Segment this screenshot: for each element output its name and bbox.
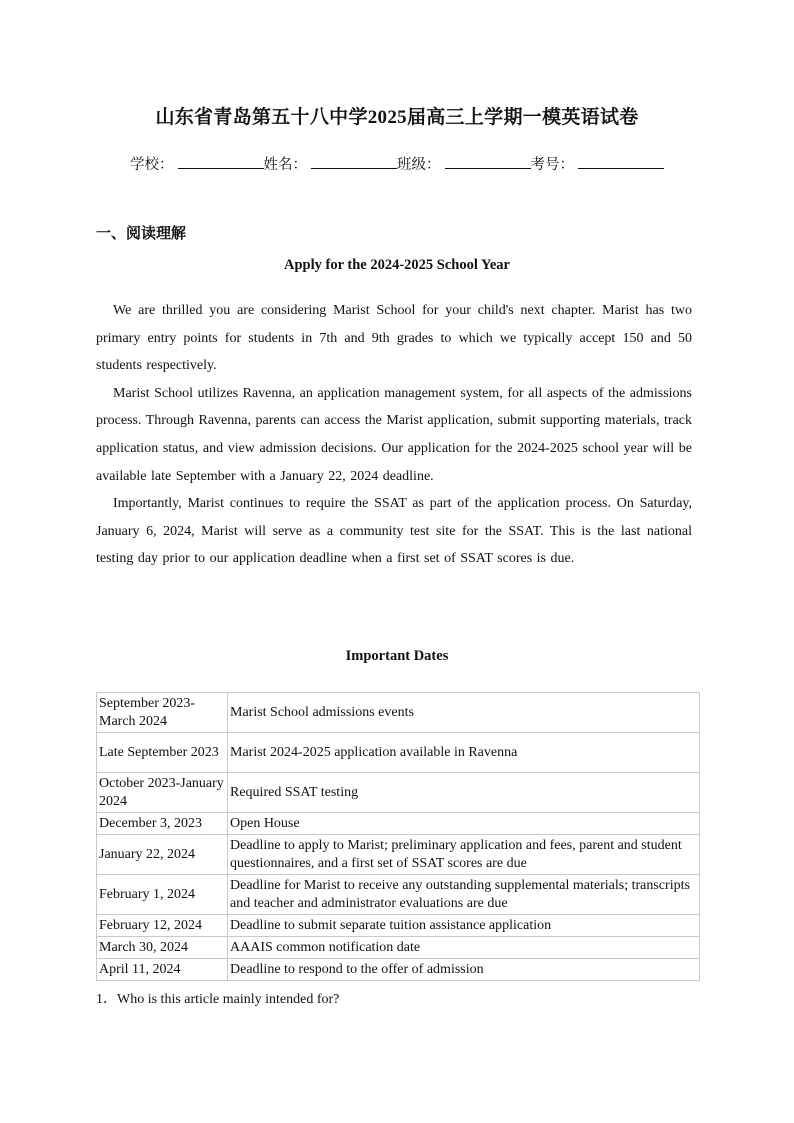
school-label: 学校：	[130, 157, 174, 173]
paragraph: Importantly, Marist continues to require the SSAT as part of the application process. On Saturday, January 6, 2024, Marist will serve as a community test site for the SSAT. This is the last national testing day prior to our application deadline when a first set of SSAT scores is due.	[96, 496, 692, 567]
paragraph: We are thrilled you are considering Marist School for your child's next chapter. Marist has two primary entry points for students in 7th and 9th grades to which we typically accept 150 and 50 students respectively.	[96, 303, 692, 374]
table-row	[97, 937, 700, 959]
event-cell: AAAIS common notification date	[228, 937, 700, 959]
table-row	[97, 835, 700, 875]
date-cell: September 2023-March 2024	[97, 693, 228, 733]
event-cell: Deadline for Marist to receive any outstanding supplemental materials; transcripts and teacher and administrator evaluations are due	[228, 875, 700, 915]
event-cell: Deadline to respond to the offer of admission	[228, 959, 700, 981]
class-label: 班级：	[397, 157, 441, 173]
table-row	[97, 813, 700, 835]
paragraph: Marist School utilizes Ravenna, an application management system, for all aspects of the admissions process. Through Ravenna, parents can access the Marist application, submit supporting materials, track application status, and view admission decisions. Our application for the 2024-2025 school year will be available late September with a January 22, 2024 deadline.	[96, 385, 692, 484]
question-1	[96, 988, 339, 1008]
name-field	[264, 153, 398, 174]
date-cell: March 30, 2024	[97, 937, 228, 959]
exam-number-blank[interactable]	[578, 156, 664, 169]
important-dates-table	[96, 692, 700, 981]
class-blank[interactable]	[445, 156, 531, 169]
date-cell: Late September 2023	[97, 733, 228, 773]
event-cell: Marist 2024-2025 application available in Ravenna	[228, 733, 700, 773]
question-number: 1．	[96, 992, 117, 1007]
dates-title: Important Dates	[345, 648, 449, 664]
date-cell: February 12, 2024	[97, 915, 228, 937]
table-row	[97, 915, 700, 937]
table-row	[97, 959, 700, 981]
date-cell: January 22, 2024	[97, 835, 228, 875]
question-text: Who is this article mainly intended for?	[117, 992, 340, 1007]
article-title: Apply for the 2024-2025 School Year	[284, 257, 510, 273]
exam-title: 山东省青岛第五十八中学2025届高三上学期一模英语试卷	[155, 107, 639, 128]
date-cell: October 2023-January 2024	[97, 773, 228, 813]
class-field	[397, 153, 531, 174]
date-cell: December 3, 2023	[97, 813, 228, 835]
exam-number-field	[531, 153, 665, 174]
table-row	[97, 733, 700, 773]
school-field	[130, 153, 264, 174]
event-cell: Marist School admissions events	[228, 693, 700, 733]
exam-number-label: 考号：	[530, 157, 574, 173]
section-heading: 一、阅读理解	[96, 226, 187, 242]
table-row	[97, 693, 700, 733]
event-cell: Open House	[228, 813, 700, 835]
event-cell: Deadline to submit separate tuition assistance application	[228, 915, 700, 937]
event-cell: Required SSAT testing	[228, 773, 700, 813]
date-cell: April 11, 2024	[97, 959, 228, 981]
student-info-line	[0, 153, 794, 174]
name-label: 姓名：	[263, 157, 307, 173]
table-row	[97, 773, 700, 813]
table-row	[97, 875, 700, 915]
article-body	[96, 297, 692, 573]
school-blank[interactable]	[178, 156, 264, 169]
event-cell: Deadline to apply to Marist; preliminary application and fees, parent and student questionnaires, and a first set of SSAT scores are due	[228, 835, 700, 875]
date-cell: February 1, 2024	[97, 875, 228, 915]
name-blank[interactable]	[311, 156, 397, 169]
